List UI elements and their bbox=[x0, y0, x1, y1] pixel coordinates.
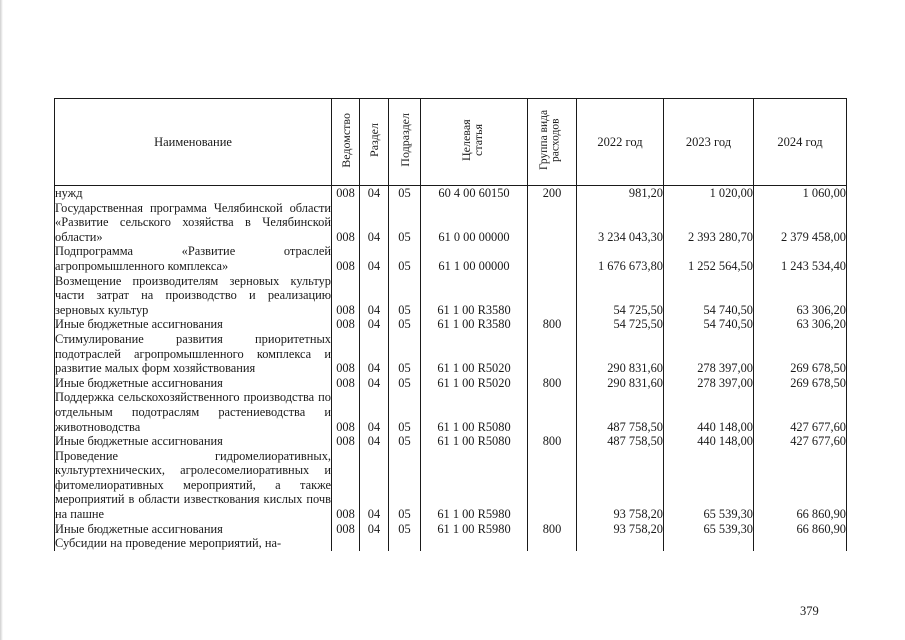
row-value-2024: 269 678,50 bbox=[754, 332, 847, 376]
row-value-2024: 63 306,20 bbox=[754, 274, 847, 318]
row-name: Иные бюджетные ассигнования bbox=[55, 376, 332, 391]
row-value-2023: 1 020,00 bbox=[664, 186, 754, 201]
row-expense-group: 200 bbox=[528, 186, 577, 201]
row-value-2023: 54 740,50 bbox=[664, 274, 754, 318]
table-body bbox=[55, 186, 847, 551]
row-target: 61 1 00 R3580 bbox=[421, 274, 528, 318]
row-name: Субсидии на проведение мероприятий, на- bbox=[55, 536, 332, 551]
row-ministry: 008 bbox=[332, 186, 360, 201]
row-name: Иные бюджетные ассигнования bbox=[55, 434, 332, 449]
row-value-2024: 427 677,60 bbox=[754, 390, 847, 434]
row-name: Иные бюджетные ассигнования bbox=[55, 522, 332, 537]
row-value-2022: 487 758,50 bbox=[577, 390, 664, 434]
page-number: 379 bbox=[800, 604, 819, 618]
row-ministry: 008 bbox=[332, 244, 360, 273]
row-section: 04 bbox=[360, 390, 389, 434]
row-value-2022 bbox=[577, 536, 664, 551]
header-year-2022: 2022 год bbox=[577, 99, 664, 186]
table-row bbox=[55, 244, 847, 273]
row-target: 61 1 00 R3580 bbox=[421, 317, 528, 332]
row-value-2022: 290 831,60 bbox=[577, 332, 664, 376]
table-row bbox=[55, 332, 847, 376]
row-section: 04 bbox=[360, 201, 389, 245]
row-target: 61 1 00 R5020 bbox=[421, 332, 528, 376]
row-expense-group bbox=[528, 390, 577, 434]
row-value-2023 bbox=[664, 536, 754, 551]
row-value-2022: 290 831,60 bbox=[577, 376, 664, 391]
row-value-2022: 3 234 043,30 bbox=[577, 201, 664, 245]
row-value-2024: 1 243 534,40 bbox=[754, 244, 847, 273]
row-name: Подпрограмма «Развитие отраслей агропромышленного комплекса» bbox=[55, 244, 331, 273]
row-target: 61 1 00 R5080 bbox=[421, 390, 528, 434]
row-expense-group bbox=[528, 274, 577, 318]
table-row bbox=[55, 449, 847, 522]
row-value-2024: 66 860,90 bbox=[754, 522, 847, 537]
row-value-2022: 981,20 bbox=[577, 186, 664, 201]
table-row bbox=[55, 536, 847, 551]
row-value-2023: 65 539,30 bbox=[664, 522, 754, 537]
table-row bbox=[55, 376, 847, 391]
row-target bbox=[421, 536, 528, 551]
row-value-2023: 278 397,00 bbox=[664, 332, 754, 376]
row-target: 61 0 00 00000 bbox=[421, 201, 528, 245]
row-expense-group: 800 bbox=[528, 434, 577, 449]
row-ministry: 008 bbox=[332, 274, 360, 318]
table-row bbox=[55, 522, 847, 537]
row-target: 60 4 00 60150 bbox=[421, 186, 528, 201]
row-subsection: 05 bbox=[389, 317, 421, 332]
row-section: 04 bbox=[360, 522, 389, 537]
row-value-2024: 66 860,90 bbox=[754, 449, 847, 522]
row-section: 04 bbox=[360, 274, 389, 318]
row-subsection: 05 bbox=[389, 434, 421, 449]
row-name: Возмещение производителям зерновых культур части затрат на производство и реализацию зерновых культур bbox=[55, 273, 331, 317]
header-year-2024: 2024 год bbox=[754, 99, 847, 186]
row-section: 04 bbox=[360, 332, 389, 376]
row-target: 61 1 00 R5980 bbox=[421, 522, 528, 537]
row-value-2024: 427 677,60 bbox=[754, 434, 847, 449]
header-ministry: Ведомство bbox=[332, 99, 360, 186]
row-ministry: 008 bbox=[332, 376, 360, 391]
row-expense-group: 800 bbox=[528, 317, 577, 332]
row-expense-group bbox=[528, 201, 577, 245]
row-value-2022: 93 758,20 bbox=[577, 522, 664, 537]
row-section bbox=[360, 536, 389, 551]
row-value-2024 bbox=[754, 536, 847, 551]
row-value-2024: 63 306,20 bbox=[754, 317, 847, 332]
row-subsection: 05 bbox=[389, 390, 421, 434]
row-expense-group bbox=[528, 332, 577, 376]
row-expense-group: 800 bbox=[528, 376, 577, 391]
row-subsection bbox=[389, 536, 421, 551]
row-section: 04 bbox=[360, 449, 389, 522]
header-subsection: Подраздел bbox=[389, 99, 421, 186]
row-subsection: 05 bbox=[389, 274, 421, 318]
row-value-2022: 93 758,20 bbox=[577, 449, 664, 522]
header-target: Целевая статья bbox=[421, 99, 528, 186]
table-row bbox=[55, 274, 847, 318]
row-expense-group: 800 bbox=[528, 522, 577, 537]
row-section: 04 bbox=[360, 434, 389, 449]
row-ministry: 008 bbox=[332, 449, 360, 522]
row-subsection: 05 bbox=[389, 201, 421, 245]
row-value-2024: 269 678,50 bbox=[754, 376, 847, 391]
header-section: Раздел bbox=[360, 99, 389, 186]
row-subsection: 05 bbox=[389, 522, 421, 537]
row-section: 04 bbox=[360, 244, 389, 273]
row-value-2023: 440 148,00 bbox=[664, 434, 754, 449]
table-row bbox=[55, 186, 847, 201]
row-ministry: 008 bbox=[332, 317, 360, 332]
row-target: 61 1 00 R5080 bbox=[421, 434, 528, 449]
row-section: 04 bbox=[360, 186, 389, 201]
scan-edge-shadow bbox=[0, 0, 3, 640]
row-value-2022: 54 725,50 bbox=[577, 274, 664, 318]
row-value-2023: 278 397,00 bbox=[664, 376, 754, 391]
row-ministry: 008 bbox=[332, 390, 360, 434]
row-expense-group bbox=[528, 449, 577, 522]
row-section: 04 bbox=[360, 317, 389, 332]
row-expense-group bbox=[528, 536, 577, 551]
table-row bbox=[55, 317, 847, 332]
row-subsection: 05 bbox=[389, 376, 421, 391]
table-row bbox=[55, 434, 847, 449]
header-name: Наименование bbox=[55, 99, 332, 186]
header-year-2023: 2023 год bbox=[664, 99, 754, 186]
row-value-2023: 65 539,30 bbox=[664, 449, 754, 522]
row-value-2022: 487 758,50 bbox=[577, 434, 664, 449]
row-subsection: 05 bbox=[389, 449, 421, 522]
row-value-2022: 1 676 673,80 bbox=[577, 244, 664, 273]
row-name: Проведение гидромелиоративных, культуртехнических, агролесомелиоративных и фитомелиоративных мероприятий, а также мероприятий в области известкования кислых почв на пашне bbox=[55, 448, 331, 522]
row-value-2024: 2 379 458,00 bbox=[754, 201, 847, 245]
row-subsection: 05 bbox=[389, 244, 421, 273]
row-name: Поддержка сельскохозяйственного производства по отдельным подотраслям растениеводства и животноводства bbox=[55, 390, 331, 434]
row-ministry: 008 bbox=[332, 332, 360, 376]
row-name: Иные бюджетные ассигнования bbox=[55, 317, 332, 332]
row-subsection: 05 bbox=[389, 186, 421, 201]
row-value-2022: 54 725,50 bbox=[577, 317, 664, 332]
table-row bbox=[55, 201, 847, 245]
row-target: 61 1 00 R5020 bbox=[421, 376, 528, 391]
table-row bbox=[55, 390, 847, 434]
row-ministry bbox=[332, 536, 360, 551]
row-value-2023: 440 148,00 bbox=[664, 390, 754, 434]
row-value-2024: 1 060,00 bbox=[754, 186, 847, 201]
budget-table bbox=[54, 98, 847, 551]
table-header bbox=[55, 99, 847, 186]
row-target: 61 1 00 R5980 bbox=[421, 449, 528, 522]
row-target: 61 1 00 00000 bbox=[421, 244, 528, 273]
row-section: 04 bbox=[360, 376, 389, 391]
row-name: Стимулирование развития приоритетных подотраслей агропромышленного комплекса и развитие малых форм хозяйствования bbox=[55, 331, 331, 376]
row-ministry: 008 bbox=[332, 201, 360, 245]
row-subsection: 05 bbox=[389, 332, 421, 376]
row-ministry: 008 bbox=[332, 522, 360, 537]
row-ministry: 008 bbox=[332, 434, 360, 449]
row-value-2023: 54 740,50 bbox=[664, 317, 754, 332]
row-name: Государственная программа Челябинской области «Развитие сельского хозяйства в Челябинской области» bbox=[55, 200, 331, 244]
row-name: нужд bbox=[55, 186, 332, 201]
header-expense-group: Группа вида расходов bbox=[528, 99, 577, 186]
row-value-2023: 2 393 280,70 bbox=[664, 201, 754, 245]
row-value-2023: 1 252 564,50 bbox=[664, 244, 754, 273]
row-expense-group bbox=[528, 244, 577, 273]
